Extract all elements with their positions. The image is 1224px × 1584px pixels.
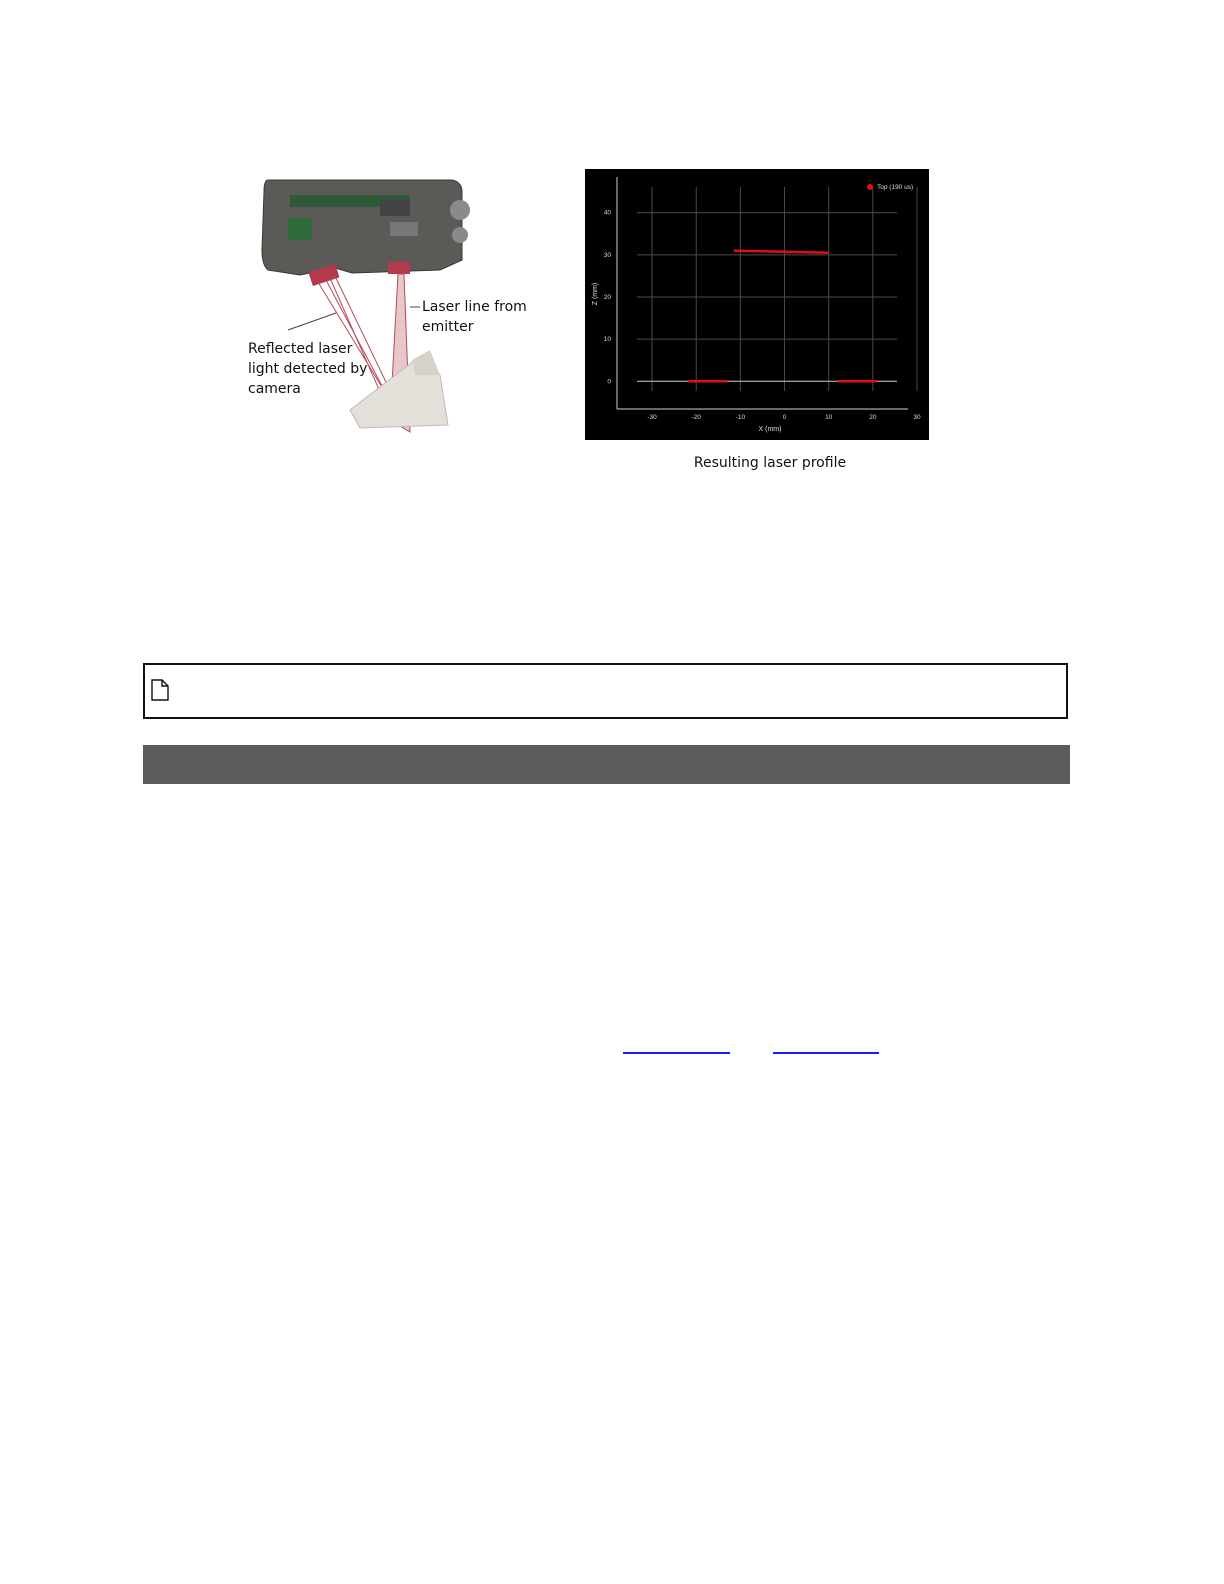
x-axis-label: X (mm) — [758, 426, 782, 433]
x-tick-label: -10 — [735, 414, 746, 421]
y-tick-label: 30 — [603, 251, 611, 259]
laser-profile-segment — [734, 251, 829, 253]
note-icon — [151, 679, 169, 701]
link-underline[interactable] — [773, 1052, 879, 1054]
chart-canvas — [585, 169, 929, 440]
section-header-bar — [143, 745, 1070, 784]
figure-caption: Resulting laser profile — [693, 455, 847, 471]
x-tick-label: 20 — [869, 414, 877, 421]
y-tick-label: 40 — [603, 209, 611, 217]
x-tick-label: 10 — [825, 414, 833, 421]
callout-emitter: Laser line from emitter — [422, 299, 527, 335]
legend-label: Top (190 us) — [877, 184, 914, 191]
y-tick-label: 0 — [607, 378, 611, 386]
link-underline[interactable] — [623, 1052, 730, 1054]
y-tick-label: 10 — [603, 336, 611, 344]
legend-marker — [867, 184, 873, 190]
note-box — [143, 663, 1068, 719]
x-tick-label: -30 — [647, 414, 657, 421]
laser-profile-chart — [585, 169, 929, 440]
x-tick-label: 0 — [782, 414, 787, 421]
callout-camera: Reflected laser light detected by camera — [248, 341, 368, 397]
y-axis-label: Z (mm) — [592, 282, 599, 306]
y-tick-label: 20 — [603, 294, 611, 301]
x-tick-label: 30 — [913, 414, 921, 421]
x-tick-label: -20 — [691, 414, 701, 421]
